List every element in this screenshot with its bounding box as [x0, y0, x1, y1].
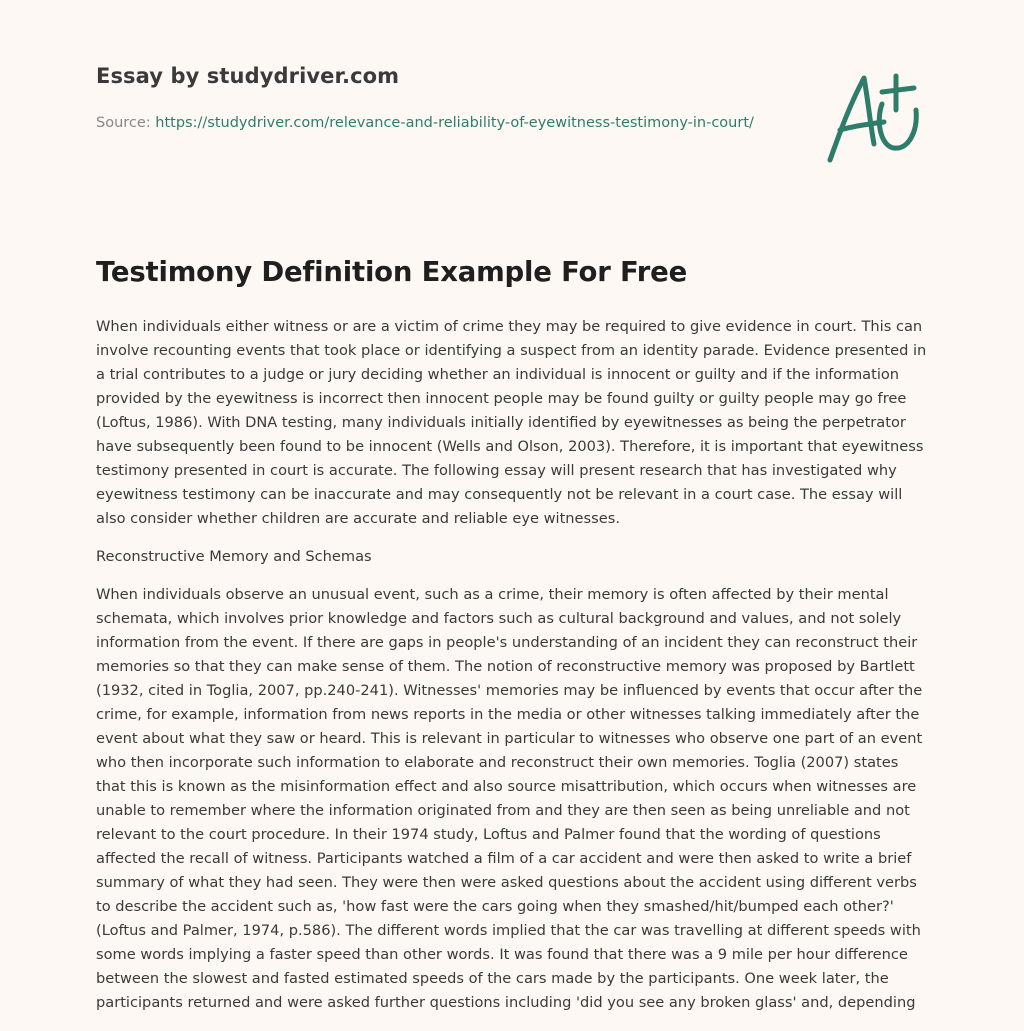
section-heading: Reconstructive Memory and Schemas — [96, 548, 372, 565]
document-page — [96, 0, 932, 1031]
document-header — [96, 64, 932, 174]
site-brand: Essay by studydriver.com — [96, 64, 400, 88]
article-body — [96, 315, 932, 1029]
paragraph: When individuals either witness or are a victim of crime they may be required to give evidence in court. This can involve recounting events that took place or identifying a suspect from an identity parade. Evidence presented in a trial contributes to a judge or jury deciding whether an individual is innocent or guilty and if the information provided by the eyewitness is incorrect then innocent people may be found guilty or guilty people may go free (Loftus, 1986). With DNA testing, many individuals initially identified by eyewitnesses as being the perpetrator have subsequently been found to be innocent (Wells and Olson, 2003). Therefore, it is important that eyewitness testimony presented in court is accurate. The following essay will present research that has investigated why eyewitness testimony can be inaccurate and may consequently not be relevant in a court case. The essay will also consider whether children are accurate and reliable eye witnesses. — [96, 318, 927, 527]
source-label: Source: — [96, 115, 156, 131]
paragraph: When individuals observe an unusual event, such as a crime, their memory is often affected by their mental schemata, which involves prior knowledge and factors such as cultural background and values, and not solely information from the event. If there are gaps in people's understanding of an incident they can reconstruct their memories so that they can make sense of them. The notion of reconstructive memory was proposed by Bartlett (1932, cited in Toglia, 2007, pp.240-241). Witnesses' memories may be influenced by events that occur after the crime, for example, information from news reports in the media or other witnesses talking immediately after the event about what they saw or heard. This is relevant in particular to witnesses who observe one part of an event who then incorporate such information to elaborate and reconstruct their own memories. Toglia (2007) states that this is known as the misinformation effect and also source misattribution, which occurs when witnesses are unable to remember where the information originated from and they are then seen as being unreliable and not relevant to the court procedure. In their 1974 study, Loftus and Palmer found that the wording of questions affected the recall of witness. Participants watched a film of a car accident and were then asked to write a brief summary of what they had seen. They were then were asked questions about the accident using different verbs to describe the accident such as, 'how fast were the cars going when they smashed/hit/bumped each other?' (Loftus and Palmer, 1974, p.586). The different words implied that the car was travelling at different speeds with some words implying a faster speed than other words. It was found that there was a 9 mile per hour difference between the slowest and fasted estimated speeds of the cars made by the participants. One week later, the participants returned and were asked further questions including 'did you see any broken glass' and, depending — [96, 586, 923, 1011]
source-line — [96, 111, 756, 135]
article-title: Testimony Definition Example For Free — [96, 256, 688, 288]
a-plus-logo-icon — [824, 70, 926, 166]
source-link[interactable]: https://studydriver.com/relevance-and-reliability-of-eyewitness-testimony-in-court/ — [155, 115, 754, 131]
